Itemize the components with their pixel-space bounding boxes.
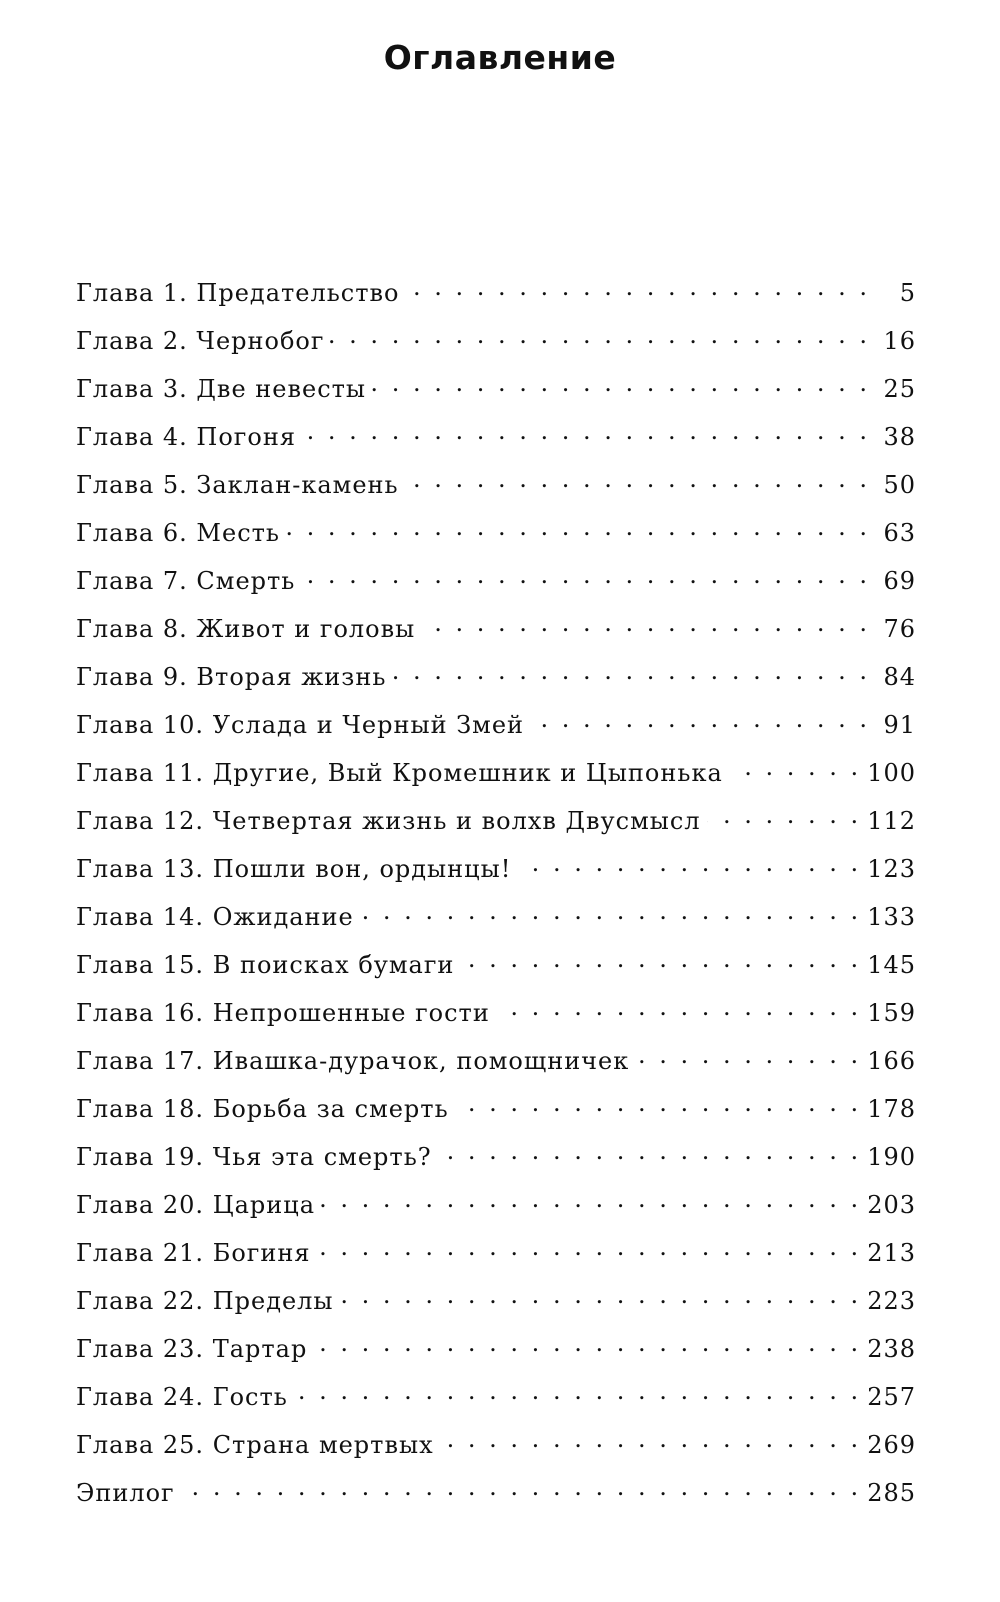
dot-leader bbox=[372, 368, 870, 397]
toc-entry bbox=[76, 512, 916, 560]
toc-entry-page-number: 112 bbox=[867, 806, 916, 835]
toc-entry-page-number: 5 bbox=[899, 278, 916, 307]
dot-leader bbox=[707, 800, 862, 829]
toc-entry-page-number: 223 bbox=[867, 1286, 916, 1315]
toc-entry-title: Глава 19. Чья эта смерть? bbox=[76, 1142, 432, 1171]
toc-entry bbox=[76, 1088, 916, 1136]
toc-entry bbox=[76, 800, 916, 848]
toc-entry-title: Глава 13. Пошли вон, ордынцы! bbox=[76, 854, 512, 883]
dot-leader bbox=[360, 896, 861, 925]
toc-entry-title: Глава 20. Царица bbox=[76, 1190, 316, 1219]
toc-entry-page-number: 50 bbox=[883, 470, 916, 499]
toc-entry-title: Глава 23. Тартар bbox=[76, 1334, 308, 1363]
toc-entry-page-number: 38 bbox=[883, 422, 916, 451]
toc-entry bbox=[76, 848, 916, 896]
dot-leader bbox=[392, 656, 870, 685]
toc-entry-title: Глава 4. Погоня bbox=[76, 422, 296, 451]
toc-entry-title: Глава 6. Месть bbox=[76, 518, 280, 547]
toc-entry-page-number: 166 bbox=[867, 1046, 916, 1075]
toc-entry-title: Глава 25. Страна мертвых bbox=[76, 1430, 434, 1459]
toc-entry bbox=[76, 368, 916, 416]
page-title: Оглавление bbox=[383, 38, 617, 77]
dot-leader bbox=[438, 1136, 862, 1165]
toc-entry-title: Глава 21. Богиня bbox=[76, 1238, 311, 1267]
toc-entry-title: Глава 18. Борьба за смерть bbox=[76, 1094, 449, 1123]
toc-entry-title: Глава 3. Две невесты bbox=[76, 374, 367, 403]
toc-entry-page-number: 178 bbox=[867, 1094, 916, 1123]
toc-entry-page-number: 76 bbox=[883, 614, 916, 643]
toc-entry-page-number: 84 bbox=[883, 662, 916, 691]
toc-entry-title: Глава 14. Ожидание bbox=[76, 902, 354, 931]
dot-leader bbox=[340, 1280, 862, 1309]
dot-leader bbox=[330, 320, 870, 349]
toc-entry bbox=[76, 464, 916, 512]
toc-entry-page-number: 257 bbox=[867, 1382, 916, 1411]
toc-entry bbox=[76, 1232, 916, 1280]
toc-entry-page-number: 100 bbox=[867, 758, 916, 787]
toc-entry-page-number: 25 bbox=[883, 374, 916, 403]
dot-leader bbox=[496, 992, 861, 1021]
dot-leader bbox=[301, 560, 870, 589]
dot-leader bbox=[313, 1328, 861, 1357]
toc-entry-title: Глава 11. Другие, Вый Кромешник и Цыпонька bbox=[76, 758, 723, 787]
toc-entry-title: Глава 16. Непрошенные гости bbox=[76, 998, 490, 1027]
toc-entry bbox=[76, 992, 916, 1040]
table-of-contents bbox=[76, 272, 916, 1520]
dot-leader bbox=[440, 1424, 862, 1453]
dot-leader bbox=[530, 704, 870, 733]
toc-entry-title: Глава 8. Живот и головы bbox=[76, 614, 416, 643]
toc-entry-title: Глава 1. Предательство bbox=[76, 278, 400, 307]
dot-leader bbox=[286, 512, 870, 541]
dot-leader bbox=[460, 944, 861, 973]
toc-entry bbox=[76, 1424, 916, 1472]
toc-entry-page-number: 16 bbox=[883, 326, 916, 355]
toc-entry-title: Глава 12. Четвертая жизнь и волхв Двусмысл bbox=[76, 806, 701, 835]
dot-leader bbox=[405, 464, 870, 493]
toc-entry-page-number: 91 bbox=[883, 710, 916, 739]
toc-entry-title: Глава 15. В поисках бумаги bbox=[76, 950, 455, 979]
toc-entry bbox=[76, 1136, 916, 1184]
toc-entry bbox=[76, 1328, 916, 1376]
dot-leader bbox=[302, 416, 870, 445]
toc-entry-page-number: 213 bbox=[867, 1238, 916, 1267]
toc-entry-page-number: 69 bbox=[883, 566, 916, 595]
toc-entry-title: Глава 2. Чернобог bbox=[76, 326, 325, 355]
toc-entry bbox=[76, 1376, 916, 1424]
dot-leader bbox=[181, 1472, 862, 1501]
dot-leader bbox=[517, 848, 861, 877]
toc-entry-title: Эпилог bbox=[76, 1478, 175, 1507]
toc-entry-page-number: 269 bbox=[867, 1430, 916, 1459]
toc-entry-page-number: 63 bbox=[883, 518, 916, 547]
toc-entry-title: Глава 24. Гость bbox=[76, 1382, 288, 1411]
toc-entry-page-number: 238 bbox=[867, 1334, 916, 1363]
toc-entry-title: Глава 5. Заклан-камень bbox=[76, 470, 399, 499]
toc-entry-title: Глава 9. Вторая жизнь bbox=[76, 662, 387, 691]
toc-entry-page-number: 285 bbox=[867, 1478, 916, 1507]
dot-leader bbox=[635, 1040, 861, 1069]
toc-entry-page-number: 145 bbox=[867, 950, 916, 979]
toc-entry bbox=[76, 416, 916, 464]
toc-entry bbox=[76, 896, 916, 944]
dot-leader bbox=[455, 1088, 862, 1117]
toc-entry-title: Глава 10. Услада и Черный Змей bbox=[76, 710, 525, 739]
toc-entry-page-number: 159 bbox=[867, 998, 916, 1027]
dot-leader bbox=[316, 1232, 861, 1261]
dot-leader bbox=[321, 1184, 861, 1213]
toc-entry bbox=[76, 560, 916, 608]
toc-entry bbox=[76, 704, 916, 752]
toc-entry bbox=[76, 608, 916, 656]
toc-entry-page-number: 190 bbox=[867, 1142, 916, 1171]
toc-entry-title: Глава 22. Пределы bbox=[76, 1286, 334, 1315]
toc-entry-page-number: 133 bbox=[867, 902, 916, 931]
toc-entry-page-number: 123 bbox=[867, 854, 916, 883]
toc-entry bbox=[76, 1040, 916, 1088]
toc-entry bbox=[76, 752, 916, 800]
toc-entry bbox=[76, 1472, 916, 1520]
dot-leader bbox=[405, 272, 870, 301]
dot-leader bbox=[294, 1376, 861, 1405]
dot-leader bbox=[421, 608, 870, 637]
dot-leader bbox=[729, 752, 861, 781]
toc-entry-title: Глава 7. Смерть bbox=[76, 566, 296, 595]
toc-entry bbox=[76, 944, 916, 992]
toc-entry bbox=[76, 1184, 916, 1232]
toc-entry bbox=[76, 272, 916, 320]
toc-entry-page-number: 203 bbox=[867, 1190, 916, 1219]
toc-entry-title: Глава 17. Ивашка-дурачок, помощничек bbox=[76, 1046, 630, 1075]
toc-entry bbox=[76, 320, 916, 368]
toc-entry bbox=[76, 656, 916, 704]
toc-entry bbox=[76, 1280, 916, 1328]
